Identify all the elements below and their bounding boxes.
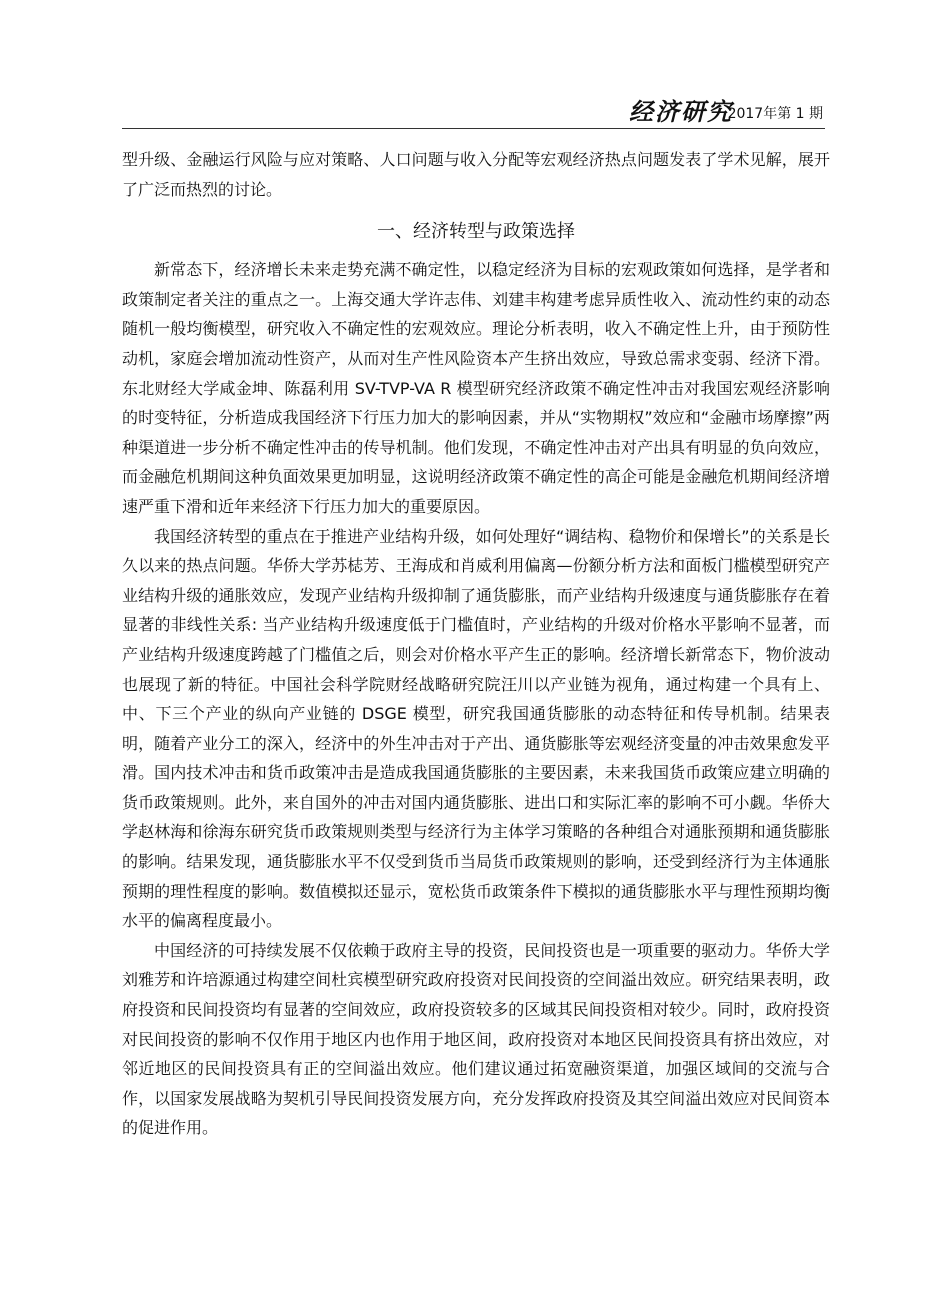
article-body [122,145,830,1143]
continued-paragraph: 型升级、金融运行风险与应对策略、人口问题与收入分配等宏观经济热点问题发表了学术见解，展开了广泛而热烈的讨论。 [122,150,830,199]
page-header [122,98,825,129]
body-paragraph-inflation: 我国经济转型的重点在于推进产业结构升级，如何处理好“调结构、稳物价和保增长”的关系是长久以来的热点问题。华侨大学苏梽芳、王海成和肖威利用偏离—份额分析方法和面板门槛模型研究产业结构升级的通胀效应，发现产业结构升级抑制了通货膨胀，而产业结构升级速度与通货膨胀存在着显著的非线性关系: 当产业结构升级速度低于门槛值时，产业结构的升级对价格水平影响不显著，而产业结构升级速度跨越了门槛值之后，则会对价格水平产生正的影响。经济增长新常态下，物价波动也展现了新的特征。中国社会科学院财经战略研究院汪川以产业链为视角，通过构建一个具有上、中、下三个产业的纵向产业链的 DSGE 模型，研究我国通货膨胀的动态特征和传导机制。结果表明，随着产业分工的深入，经济中的外生冲击对于产出、通货膨胀等宏观经济变量的冲击效果愈发平滑。国内技术冲击和货币政策冲击是造成我国通货膨胀的主要因素，未来我国货币政策应建立明确的货币政策规则。此外，来自国外的冲击对国内通货膨胀、进出口和实际汇率的影响不可小觑。华侨大学赵林海和徐海东研究货币政策规则类型与经济行为主体学习策略的各种组合对通胀预期和通货膨胀的影响。结果发现，通货膨胀水平不仅受到货币当局货币政策规则的影响，还受到经济行为主体通胀预期的理性程度的影响。数值模拟还显示，宽松货币政策条件下模拟的通货膨胀水平与理性预期均衡水平的偏离程度最小。 [122,526,830,931]
section-heading: 一、经济转型与政策选择 [377,221,575,243]
body-paragraph-uncertainty: 新常态下，经济增长未来走势充满不确定性，以稳定经济为目标的宏观政策如何选择，是学者和政策制定者关注的重点之一。上海交通大学许志伟、刘建丰构建考虑异质性收入、流动性约束的动态随机一般均衡模型，研究收入不确定性的宏观效应。理论分析表明，收入不确定性上升，由于预防性动机，家庭会增加流动性资产，从而对生产性风险资本产生挤出效应，导致总需求变弱、经济下滑。东北财经大学咸金坤、陈磊利用 SV-TVP-VA R 模型研究经济政策不确定性冲击对我国宏观经济影响的时变特征，分析造成我国经济下行压力加大的影响因素，并从“实物期权”效应和“金融市场摩擦”两种渠道进一步分析不确定性冲击的传导机制。他们发现，不确定性冲击对产出具有明显的负向效应，而金融危机期间这种负面效果更加明显，这说明经济政策不确定性的高企可能是金融危机期间经济增速严重下滑和近年来经济下行压力加大的重要原因。 [122,260,830,516]
journal-logo: 经济研究 [629,97,733,126]
issue-label: 2017年第 1 期 [727,106,823,122]
body-paragraph-investment: 中国经济的可持续发展不仅依赖于政府主导的投资，民间投资也是一项重要的驱动力。华侨大学刘雅芳和许培源通过构建空间杜宾模型研究政府投资对民间投资的空间溢出效应。研究结果表明，政府投资和民间投资均有显著的空间效应，政府投资较多的区域其民间投资相对较少。同时，政府投资对民间投资的影响不仅作用于地区内也作用于地区间，政府投资对本地区民间投资具有挤出效应，对邻近地区的民间投资具有正的空间溢出效应。他们建议通过拓宽融资渠道，加强区域间的交流与合作，以国家发展战略为契机引导民间投资发展方向，充分发挥政府投资及其空间溢出效应对民间资本的促进作用。 [122,940,830,1138]
